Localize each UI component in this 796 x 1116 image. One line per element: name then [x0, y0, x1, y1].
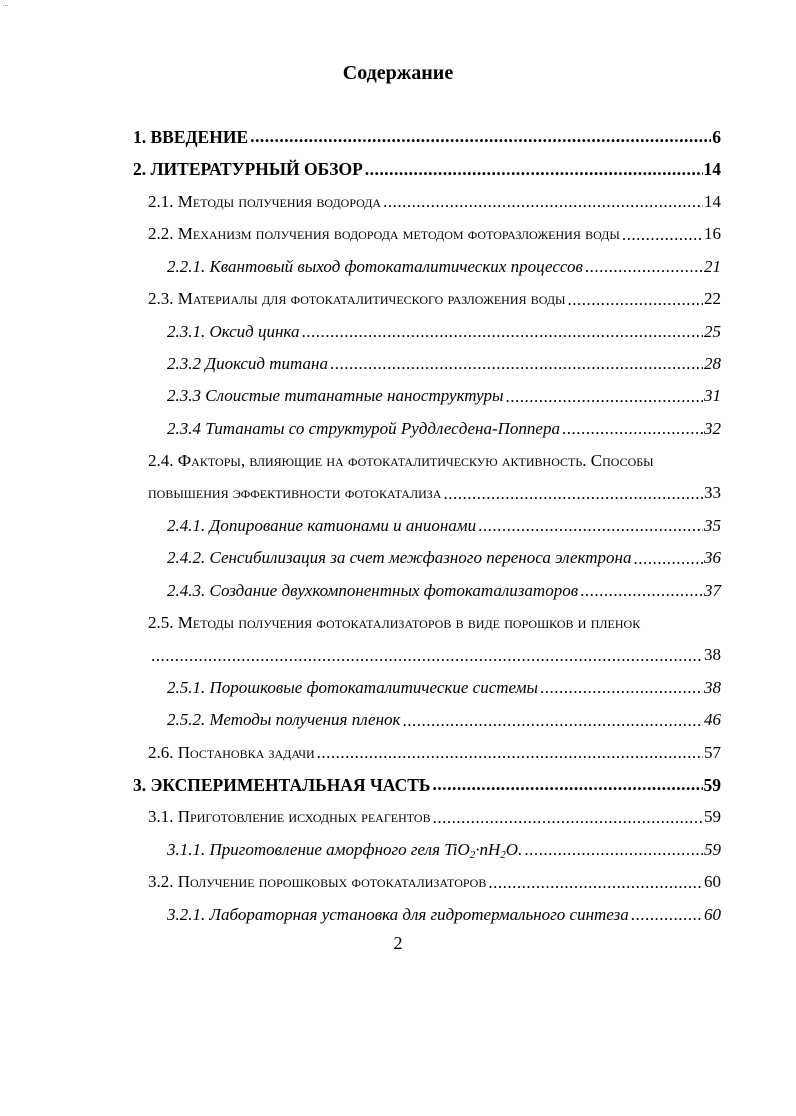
toc-page: 60 [704, 904, 721, 924]
toc-label [148, 224, 622, 244]
toc-label: 2.3.2 Диоксид титана [167, 353, 328, 373]
dot-leader [622, 226, 703, 243]
dot-leader [540, 679, 703, 696]
toc-page: 59 [703, 774, 721, 795]
toc-title: Механизм получения водорода методом фоторазложения воды [177, 224, 620, 244]
toc-title: Методы получения водорода [177, 191, 382, 211]
toc-number: 2.3. [148, 289, 178, 309]
toc-label: 2.4.2. Сенсибилизация за счет межфазного переноса электрона [167, 548, 632, 568]
toc-page: 35 [704, 515, 721, 535]
toc-entry-2-4-3[interactable] [0, 574, 796, 606]
toc-page: 59 [704, 839, 721, 859]
toc-page: 14 [703, 159, 721, 180]
toc-page: 37 [704, 580, 721, 600]
toc-entry-literature-review[interactable] [0, 153, 796, 185]
toc-label: 2.3.1. Оксид цинка [167, 321, 300, 341]
toc-entry-2-4[interactable] [0, 445, 796, 477]
toc-label [148, 613, 642, 633]
toc-label [148, 743, 317, 763]
toc-entry-2-1[interactable] [0, 186, 796, 218]
toc-page: 28 [704, 353, 721, 373]
dot-leader [505, 388, 703, 405]
toc-page: 59 [704, 807, 721, 827]
dot-leader [250, 128, 711, 146]
dot-leader [567, 291, 703, 308]
toc-entry-2-5-2[interactable] [0, 704, 796, 736]
toc-number: 2.1. [148, 191, 178, 211]
dot-leader [365, 161, 703, 179]
toc-label: 1. ВВЕДЕНИЕ [133, 126, 249, 147]
toc-number: 3.1. [148, 807, 178, 827]
dot-leader [301, 323, 703, 340]
toc-page: 38 [704, 645, 721, 665]
toc-entry-2-5-leader-line[interactable] [0, 639, 796, 671]
toc-page: 36 [704, 548, 721, 568]
toc-page: 14 [704, 191, 721, 211]
toc-number: 2.2. [148, 224, 178, 244]
toc-entry-2-4-1[interactable] [0, 510, 796, 542]
toc-page: 21 [704, 256, 721, 276]
toc-page: 33 [704, 483, 721, 503]
dot-leader [330, 355, 703, 372]
dot-leader [432, 776, 702, 794]
dot-leader [151, 647, 703, 664]
toc-entry-2-5-1[interactable] [0, 672, 796, 704]
toc-page: 46 [704, 710, 721, 730]
toc-entry-2-4-continued[interactable] [0, 477, 796, 509]
toc-label: 2. ЛИТЕРАТУРНЫЙ ОБЗОР [133, 159, 363, 180]
toc-label: 2.4.3. Создание двухкомпонентных фотокатализаторов [167, 580, 579, 600]
toc-entry-2-2[interactable] [0, 218, 796, 250]
toc-page: 31 [704, 386, 721, 406]
toc-number: 2.5. [148, 613, 178, 633]
dot-leader [402, 712, 703, 729]
toc-title: Постановка задачи [177, 742, 315, 762]
toc-page: 38 [704, 677, 721, 697]
dot-leader [631, 906, 703, 923]
toc-page: 57 [704, 742, 721, 762]
toc-label: 2.5.2. Методы получения пленок [167, 710, 401, 730]
toc-number: 3.2. [148, 872, 178, 892]
dot-leader [524, 841, 703, 858]
toc-entry-3-2[interactable] [0, 866, 796, 898]
dot-leader [478, 517, 703, 534]
toc-label [148, 451, 656, 471]
toc-label: 2.3.4 Титанаты со структурой Руддлесдена-Поппера [167, 418, 560, 438]
table-of-contents [0, 121, 796, 931]
toc-label: 2.5.1. Порошковые фотокаталитические системы [167, 677, 539, 697]
dot-leader [317, 744, 703, 761]
dot-leader [562, 420, 703, 437]
toc-number: 2.6. [148, 742, 178, 762]
toc-entry-2-2-1[interactable] [0, 251, 796, 283]
dot-leader [580, 582, 703, 599]
toc-entry-2-3-2[interactable] [0, 348, 796, 380]
toc-entry-2-3[interactable] [0, 283, 796, 315]
toc-entry-3-1[interactable] [0, 801, 796, 833]
page-title: Содержание [342, 62, 454, 84]
toc-title: Материалы для фотокаталитического разложения воды [177, 289, 566, 309]
dot-leader [633, 550, 703, 567]
toc-label: 3.1.1. Приготовление аморфного геля $TiO_2\cdot nH_2O$. [167, 839, 523, 861]
page-number: 2 [393, 933, 403, 953]
toc-label [148, 807, 433, 827]
toc-entry-2-5[interactable] [0, 607, 796, 639]
dot-leader [488, 874, 703, 891]
toc-title: Приготовление исходных реагентов [177, 807, 431, 827]
toc-page: 6 [712, 126, 721, 147]
dot-leader [585, 258, 703, 275]
toc-label: 2.2.1. Квантовый выход фотокаталитических процессов [167, 256, 583, 276]
toc-title: Факторы, влияющие на фотокаталитическую активность. Способы [177, 451, 654, 471]
toc-page: 22 [704, 289, 721, 309]
toc-label: 2.4.1. Допирование катионами и анионами [167, 515, 477, 535]
toc-label: 3.2.1. Лабораторная установка для гидротермального синтеза [167, 904, 629, 924]
toc-entry-2-4-2[interactable] [0, 542, 796, 574]
toc-page: 32 [704, 418, 721, 438]
toc-label: 3. ЭКСПЕРИМЕНТАЛЬНАЯ ЧАСТЬ [133, 774, 431, 795]
toc-entry-2-3-3[interactable] [0, 380, 796, 412]
corner-mark: ... [3, 0, 9, 8]
toc-entry-2-6[interactable] [0, 736, 796, 768]
toc-entry-3-1-1[interactable] [0, 834, 796, 866]
toc-entry-2-3-4[interactable] [0, 413, 796, 445]
toc-title: Методы получения фотокатализаторов в виде порошков и пленок [177, 613, 641, 633]
dot-leader [443, 485, 703, 502]
toc-title-continued: повышения эффективности фотокатализа [148, 483, 442, 503]
toc-label [148, 289, 567, 309]
toc-title: Получение порошковых фотокатализаторов [177, 872, 487, 892]
toc-entry-3-2-1[interactable] [0, 898, 796, 930]
toc-label: 2.3.3 Слоистые титанатные наноструктуры [167, 386, 504, 406]
dot-leader [433, 809, 703, 826]
toc-entry-2-3-1[interactable] [0, 315, 796, 347]
toc-entry-introduction[interactable] [0, 121, 796, 153]
toc-number: 2.4. [148, 451, 178, 471]
toc-entry-experimental-part[interactable] [0, 769, 796, 801]
toc-page: 25 [704, 321, 721, 341]
toc-label [148, 872, 488, 892]
toc-page: 16 [704, 224, 721, 244]
toc-label [148, 192, 383, 212]
dot-leader [383, 193, 703, 210]
toc-page: 60 [704, 872, 721, 892]
